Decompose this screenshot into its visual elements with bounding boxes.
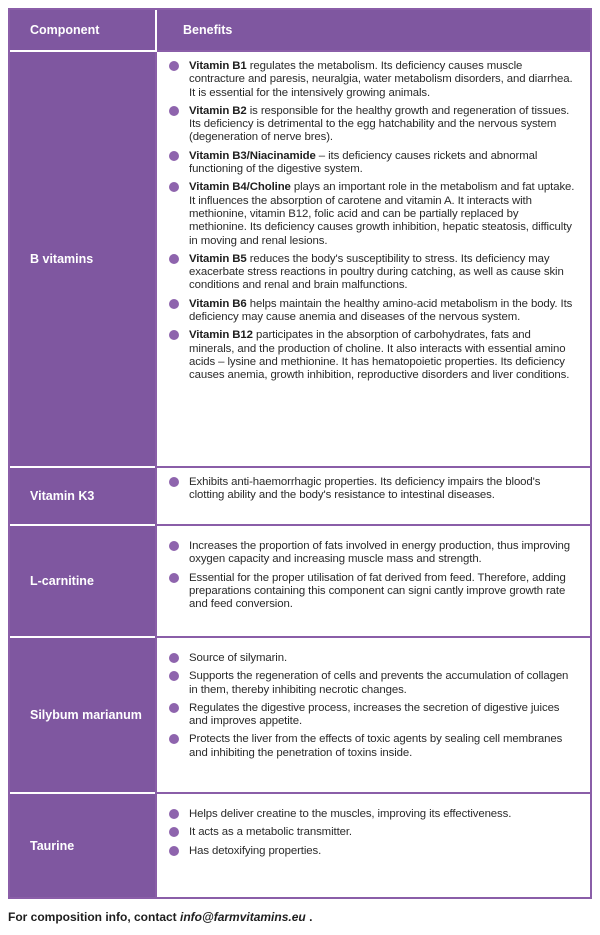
list-item [169,253,576,293]
list-item [169,476,576,503]
list-item [169,105,576,145]
list-item [169,181,576,247]
bullet-icon [169,734,179,744]
benefits-table-grid [10,10,590,897]
bullet-icon [169,299,179,309]
list-item [169,150,576,177]
component-cell: Silybum marianum [10,637,156,793]
bullet-icon [169,573,179,583]
table-row-vitamin-k3 [10,467,590,525]
benefit-text: participates in the absorption of carbohydrates, fats and minerals, and the production of choline. It also interacts with essential amino acids – lysine and methionine. It has hematopoietic properties. Its deficiency causes anemia, growth inhibition, reproductive disorders and liver conditions. [189,329,570,382]
vitamin-name: Vitamin B1 [189,60,247,72]
benefit-text: Has detoxifying properties. [189,844,322,857]
benefit-text: It acts as a metabolic transmitter. [189,826,352,839]
footer-contact [8,910,312,924]
benefits-table [8,8,592,899]
benefits-list [169,652,576,760]
list-item [169,60,576,100]
benefit-text: Helps deliver creatine to the muscles, improving its effectiveness. [189,808,512,820]
bullet-icon [169,151,179,161]
bullet-icon [169,703,179,713]
vitamin-name: Vitamin B2 [189,104,247,117]
column-header-component: Component [10,10,156,51]
list-item [169,808,576,821]
bullet-icon [169,827,179,837]
bullet-icon [169,61,179,71]
list-item [169,733,576,760]
list-item [169,652,576,665]
list-item [169,826,576,839]
benefit-text: Supports the regeneration of cells and prevents the accumulation of collagen in them, thereby inhibiting necrotic changes. [189,670,569,696]
bullet-icon [169,254,179,264]
table-row-l-carnitine [10,525,590,637]
benefit-text: helps maintain the healthy amino-acid metabolism in the body. Its deficiency may cause anemia and diseases of the nervous system. [189,297,573,324]
list-item [169,540,576,567]
benefits-list [169,60,576,383]
column-header-benefits: Benefits [156,10,590,51]
component-cell: L-carnitine [10,525,156,637]
list-item [169,702,576,729]
table-header-row [10,10,590,51]
list-item [169,329,576,382]
bullet-icon [169,671,179,681]
list-item [169,670,576,697]
footer-prefix: For composition info, contact [8,910,180,924]
table-row-silybum-marianum [10,637,590,793]
table-row-taurine [10,793,590,897]
bullet-icon [169,106,179,116]
component-cell: Vitamin K3 [10,467,156,525]
benefits-list [169,476,576,503]
list-item [169,845,576,858]
benefit-text: regulates the metabolism. Its deficiency causes muscle contracture and paresis, neuralgia, water metabolism disorders, and diarrhea. It is essential for the intensively growing animals. [189,60,573,99]
bullet-icon [169,541,179,551]
bullet-icon [169,653,179,663]
vitamin-name: Vitamin B4/Choline [189,181,291,194]
benefits-cell [156,637,590,793]
benefits-cell [156,467,590,525]
component-cell: Taurine [10,793,156,897]
bullet-icon [169,182,179,192]
benefit-text: plays an important role in the metabolism and fat uptake. It influences the absorption of carotene and vitamin A. It interacts with methionine, vitamin B12, folic acid and can be partially replaced by methionine. Its deficiency causes growth inhibition, hepatic steatosis, difficulty in moving and renal lesions. [189,181,575,247]
vitamin-name: Vitamin B5 [189,252,247,265]
bullet-icon [169,809,179,819]
benefit-text: Increases the proportion of fats involved in energy production, thus improving oxygen capacity and increasing muscle mass and strength. [189,540,570,566]
bullet-icon [169,846,179,856]
bullet-icon [169,330,179,340]
vitamin-name: Vitamin B6 [189,297,247,310]
list-item [169,298,576,325]
benefit-text: is responsible for the healthy growth and regeneration of tissues. Its deficiency is detrimental to the egg hatchability and the nervous system (degeneration of nerve bres). [189,104,570,144]
benefits-cell [156,793,590,897]
vitamin-name: Vitamin B12 [189,329,253,342]
contact-email-link[interactable]: info@farmvitamins.eu [180,910,306,924]
benefit-text: – its deficiency causes rickets and abnormal functioning of the digestive system. [189,149,538,176]
benefit-text: Regulates the digestive process, increases the secretion of digestive juices and improves appetite. [189,701,560,728]
component-cell: B vitamins [10,51,156,467]
benefits-list [169,540,576,611]
benefits-cell [156,525,590,637]
vitamin-name: Vitamin B3/Niacinamide [189,149,316,162]
table-row-b-vitamins [10,51,590,467]
benefits-cell [156,51,590,467]
bullet-icon [169,477,179,487]
benefit-text: Source of silymarin. [189,652,288,664]
list-item [169,572,576,612]
footer-suffix: . [305,910,313,924]
benefits-list [169,808,576,858]
benefit-text: Essential for the proper utilisation of fat derived from feed. Therefore, adding preparations containing this component can signi cantly improve growth rate and feed conversion. [189,571,566,611]
benefit-text: reduces the body's susceptibility to stress. Its deficiency may exacerbate stress reactions in poultry during catching, as well as cause skin conditions and renal and brain malfunctions. [189,252,564,292]
benefit-text: Exhibits anti-haemorrhagic properties. Its deficiency impairs the blood's clotting ability and the body's resistance to intestinal diseases. [189,476,541,502]
benefit-text: Protects the liver from the effects of toxic agents by sealing cell membranes and inhibiting the penetration of toxins inside. [189,733,563,759]
